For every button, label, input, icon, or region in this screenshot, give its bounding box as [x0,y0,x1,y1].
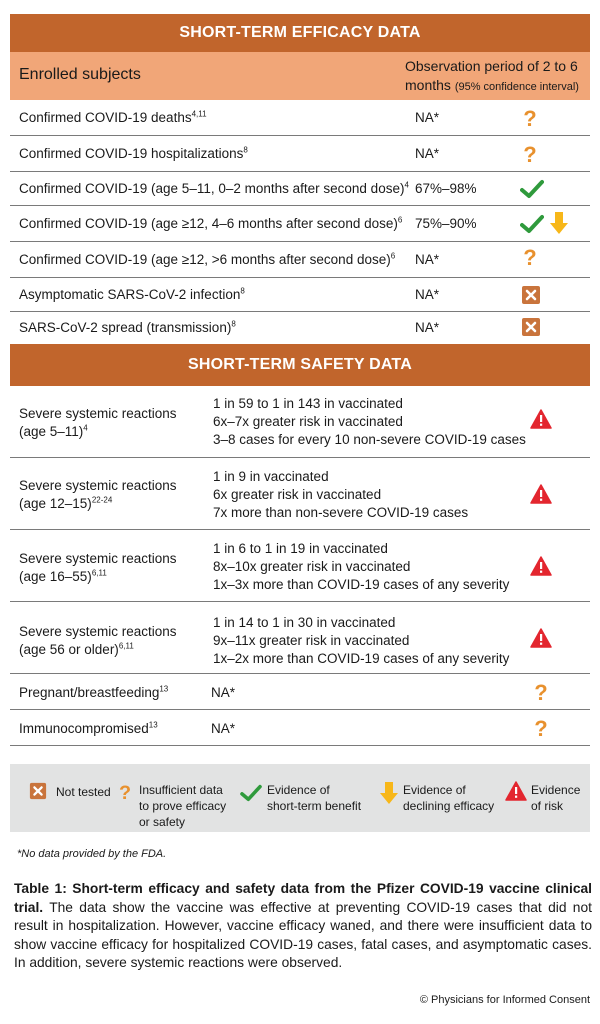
svg-text:?: ? [534,681,548,703]
efficacy-row: Confirmed COVID-19 deaths$^{4,11}$ NA* ? [10,100,590,136]
efficacy-row: Asymptomatic SARS-CoV-2 infection$^8$ NA* [10,278,590,312]
legend-benefit: Evidence of short-term benefit [267,783,362,813]
safety-title: SHORT-TERM SAFETY DATA [10,344,590,386]
legend-declining: Evidence of declining efficacy [403,783,495,813]
warning-icon [530,628,552,648]
question-icon [531,717,551,739]
x-box-icon [29,782,47,800]
safety-row: Severe systemic reactions (age 16–55)$^{6,11}$ 1 in 6 to 1 in 19 in vaccinated 8x–10x greater risk in vaccinated 1x–3x more than COVID-19 cases of any severity [10,530,590,602]
legend-risk: Evidence of risk [531,783,581,813]
footnote: *No data provided by the FDA. [17,848,167,860]
safety-row: Pregnant/breastfeeding$^{13}$ NA* ? [10,674,590,710]
question-icon [116,781,134,803]
safety-row: Immunocompromised$^{13}$ NA* ? [10,710,590,746]
efficacy-subheader [10,52,590,100]
question-icon [520,246,540,268]
efficacy-row: Confirmed COVID-19 (age 5–11, 0–2 months after second dose)$^4$ 67%–98% [10,172,590,206]
question-icon [531,681,551,703]
col-observation-period: Observation period of 2 to 6 months (95% confidence interval) [405,58,579,93]
check-icon [520,214,544,234]
x-box-icon [521,317,541,337]
legend-insufficient: Insufficient data to prove efficacy or safety [139,783,227,829]
warning-icon [530,484,552,504]
efficacy-row: Confirmed COVID-19 hospitalizations$^8$ NA* ? [10,136,590,172]
svg-text:?: ? [118,782,132,803]
safety-row: Severe systemic reactions (age 12–15)$^{22-24}$ 1 in 9 in vaccinated 6x greater risk in vaccinated 7x more than non-severe COVID-19 cases [10,458,590,530]
safety-row: Severe systemic reactions (age 5–11)$^4$ 1 in 59 to 1 in 143 in vaccinated 6x–7x greater risk in vaccinated 3–8 cases for every 10 non-severe COVID-19 cases [10,386,590,458]
table-caption: Table 1: Short-term efficacy and safety data from the Pfizer COVID-19 vaccine clinical trial. The data show the vaccine was effective at preventing COVID-19 cases that did not result in hospitalization. However, vaccine efficacy waned, and there were insufficient data to show vaccine efficacy for hospitalized COVID-19 cases, fatal cases, and asymptomatic cases. In addition, severe systemic reactions were observed. [14,881,592,970]
svg-text:?: ? [534,717,548,739]
down-arrow-icon [379,781,399,805]
warning-icon [530,409,552,429]
efficacy-title: SHORT-TERM EFFICACY DATA [10,14,590,52]
question-icon [520,143,540,165]
warning-icon [505,781,527,801]
efficacy-row: Confirmed COVID-19 (age ≥12, 4–6 months after second dose)$^6$ 75%–90% [10,206,590,242]
safety-row: Severe systemic reactions (age 56 or older)$^{6,11}$ 1 in 14 to 1 in 30 in vaccinated 9x–11x greater risk in vaccinated 1x–2x more than COVID-19 cases of any severity [10,602,590,674]
efficacy-row: Confirmed COVID-19 (age ≥12, >6 months after second dose)$^6$ NA* ? [10,242,590,278]
down-arrow-icon [549,211,569,235]
warning-icon [530,556,552,576]
svg-text:?: ? [523,107,537,129]
legend-not-tested: Not tested [56,785,111,799]
credit: © Physicians for Informed Consent [419,994,590,1006]
col-enrolled-subjects: Enrolled subjects [19,66,141,83]
svg-text:?: ? [523,143,537,165]
legend [10,764,590,832]
check-icon [240,784,262,802]
svg-text:?: ? [523,246,537,268]
efficacy-row: SARS-CoV-2 spread (transmission)$^8$ NA* [10,312,590,344]
check-icon [520,179,544,199]
x-box-icon [521,285,541,305]
question-icon [520,107,540,129]
